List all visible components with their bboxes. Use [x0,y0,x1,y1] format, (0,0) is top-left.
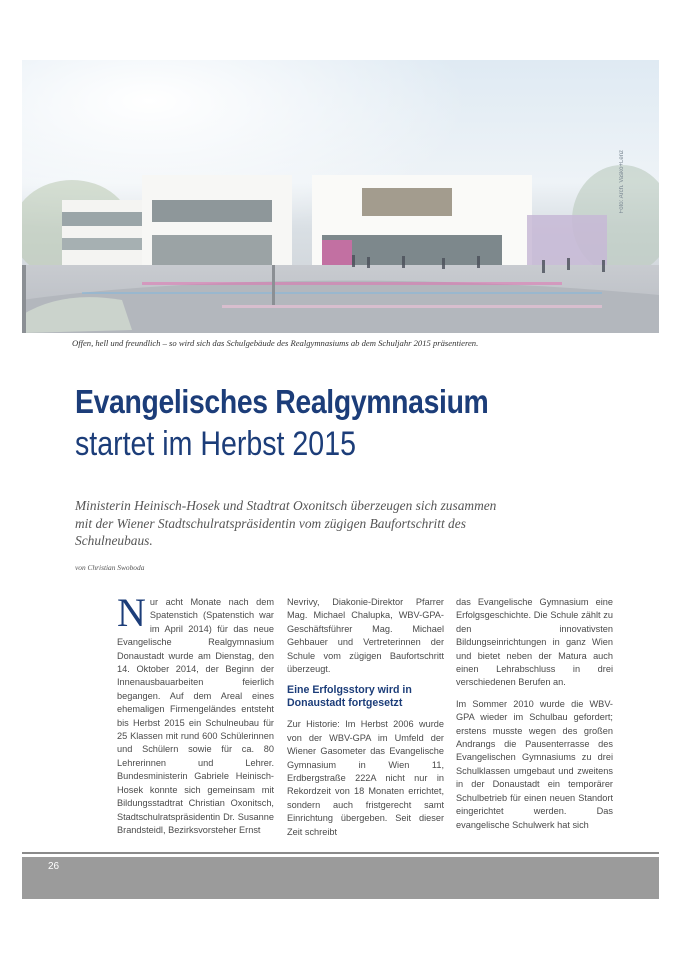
paragraph: Nevrivy, Diakonie-Direktor Pfarrer Mag. Michael Chalupka, WBV-GPA-Geschäftsführer Mag. Michael Gehbauer und Vertreterinnen der Schule vom zügigen Baufortschritt überzeugt. [287,597,444,675]
paragraph: Im Sommer 2010 wurde die WBV-GPA wieder im Schulbau gefordert; erstens musste wegen des großen Andrangs die Pausenterrasse des Evangelischen Gymnasiums zu drei Schulklassen umgebaut und zweitens in der Donaustadt ein temporärer Schulbetrieb für einen neuen Standort eingerichtet werden. Das evangelische Schulwerk hat sich [456,698,613,830]
text-column-2 [287,596,444,847]
article-subtitle: startet im Herbst 2015 [75,425,356,463]
article-lead: Ministerin Heinisch-Hosek und Stadtrat Oxonitsch überzeugen sich zusammen mit der Wiener Stadtschulratspräsidentin vom zügigen Baufortschritt des Schulneubaus. [75,498,497,548]
drop-cap: N [117,590,146,635]
hero-image [22,60,659,333]
text-column-3 [456,596,613,840]
byline: von Christian Swoboda [75,563,145,572]
footer-divider [22,852,659,854]
page-number: 26 [48,861,60,872]
paragraph: ur acht Monate nach dem Spatenstich (Spatenstich war im April 2014) für das neue Evangelische Realgymnasium Donaustadt wurde am Dienstag, den 14. Oktober 2014, der Beginn der Innenausbauarbeiten feierlich begangen. Auf dem Areal eines ehemaligen Firmengeländes entsteht bis Herbst 2015 ein Schulneubau für 25 Klassen mit rund 600 Schülerinnen und Schülern sowie für ca. 80 Lehrerinnen und Lehrer. Bundesministerin Gabriele Heinisch-Hosek konnte sich gemeinsam mit Bildungsstadtrat Christian Oxonitsch, Stadtschulratspräsidentin Dr. Susanne Brandsteidl, Bezirksvorsteher Ernst [117,597,274,835]
photo-credit: Foto: Arch. Vasko+Lenz [619,150,625,214]
footer-bar [22,857,659,899]
paragraph: das Evangelische Gymnasium eine Erfolgsgeschichte. Die Schule zählt zu den innovativsten Bildungseinrichtungen in ganz Wien und bietet neben der Matura auch einen Lehrabschluss in drei verschiedenen Berufen an. [456,597,613,688]
paragraph: Zur Historie: Im Herbst 2006 wurde von der WBV-GPA im Umfeld der Wiener Gasometer das Evangelische Gymnasium in Wien 11, Erdbergstraße 222A nicht nur in Rekordzeit von 18 Monaten errichtet, sondern auch fristgerecht samt Einrichtung übergeben. Seit dieser Zeit schreibt [287,719,444,837]
school-rendering-illustration [22,60,659,333]
text-column-1 [117,590,274,837]
section-subheading: Eine Erfolgsstory wird in Donaustadt fortgesetzt [287,684,412,710]
image-caption: Offen, hell und freundlich – so wird sich das Schulgebäude des Realgymnasiums ab dem Schuljahr 2015 präsentieren. [72,338,479,348]
article-title: Evangelisches Realgymnasium [75,383,489,420]
